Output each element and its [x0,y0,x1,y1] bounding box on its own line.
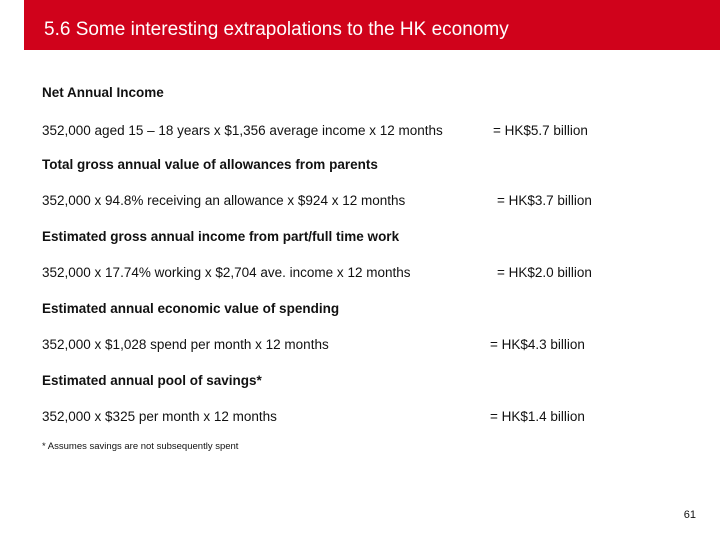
result-savings: = HK$1.4 billion [490,409,585,424]
result-work-income: = HK$2.0 billion [497,265,592,280]
calculation-savings: 352,000 x $325 per month x 12 months [42,409,277,424]
calculation-net-annual-income: 352,000 aged 15 – 18 years x $1,356 average income x 12 months [42,123,443,138]
result-spending: = HK$4.3 billion [490,337,585,352]
section-heading-net-annual-income: Net Annual Income [42,85,164,100]
section-heading-savings: Estimated annual pool of savings* [42,373,262,388]
page-number: 61 [683,509,696,521]
result-allowances: = HK$3.7 billion [497,193,592,208]
section-heading-allowances: Total gross annual value of allowances from parents [42,157,378,172]
title-bar [24,0,720,50]
calculation-spending: 352,000 x $1,028 spend per month x 12 months [42,337,329,352]
slide-title: 5.6 Some interesting extrapolations to the HK economy [44,19,509,40]
section-heading-work-income: Estimated gross annual income from part/full time work [42,229,400,244]
footnote: * Assumes savings are not subsequently spent [42,441,239,452]
calculation-work-income: 352,000 x 17.74% working x $2,704 ave. income x 12 months [42,265,411,280]
calculation-allowances: 352,000 x 94.8% receiving an allowance x $924 x 12 months [42,193,406,208]
result-net-annual-income: = HK$5.7 billion [493,123,588,138]
section-heading-spending: Estimated annual economic value of spending [42,301,340,316]
